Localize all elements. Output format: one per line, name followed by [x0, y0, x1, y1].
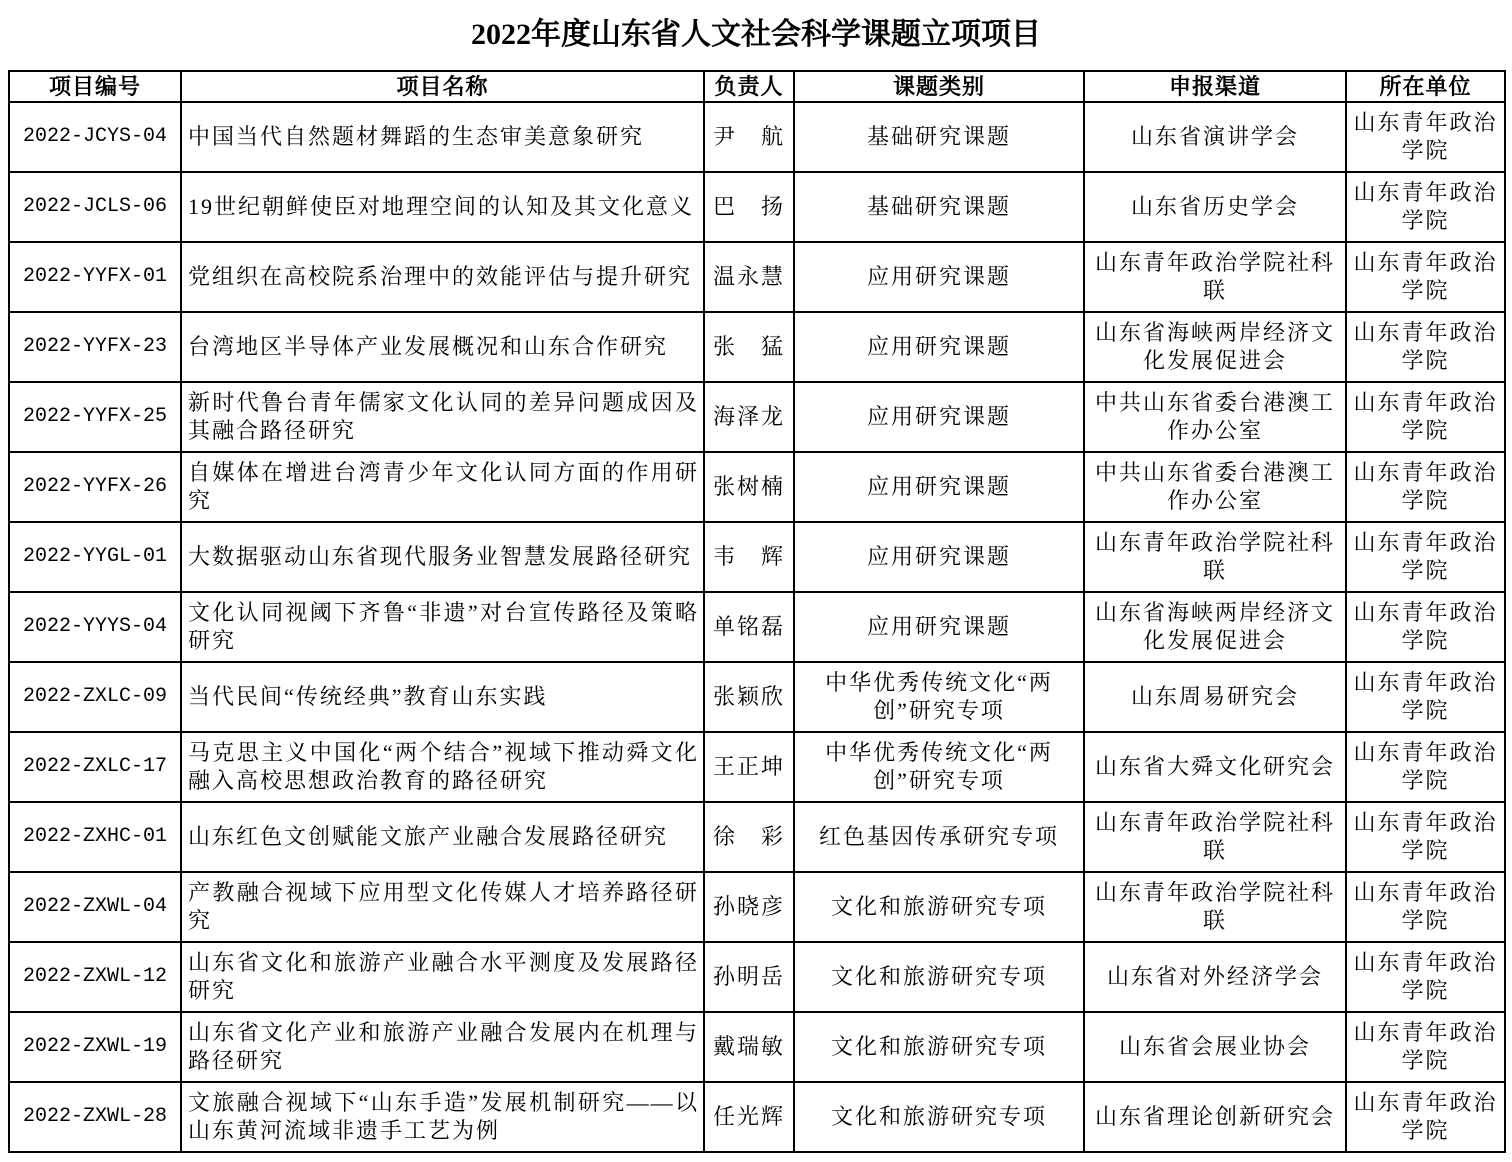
leader-cell: 张颖欣	[704, 662, 794, 732]
leader-cell: 张树楠	[704, 452, 794, 522]
leader-cell: 张 猛	[704, 312, 794, 382]
channel-cell: 山东省大舜文化研究会	[1084, 732, 1346, 802]
unit-cell: 山东青年政治学院	[1346, 872, 1505, 942]
category-cell: 文化和旅游研究专项	[794, 1082, 1084, 1152]
category-cell: 应用研究课题	[794, 522, 1084, 592]
project-code-cell: 2022-YYYS-04	[9, 592, 181, 662]
table-row	[9, 382, 1505, 452]
project-code-cell: 2022-YYFX-26	[9, 452, 181, 522]
unit-cell: 山东青年政治学院	[1346, 522, 1505, 592]
project-name-cell: 大数据驱动山东省现代服务业智慧发展路径研究	[181, 522, 704, 592]
project-code-cell: 2022-JCYS-04	[9, 102, 181, 172]
category-cell: 应用研究课题	[794, 592, 1084, 662]
leader-cell: 孙晓彦	[704, 872, 794, 942]
project-code-cell: 2022-JCLS-06	[9, 172, 181, 242]
table-row	[9, 172, 1505, 242]
leader-cell: 徐 彩	[704, 802, 794, 872]
leader-cell: 单铭磊	[704, 592, 794, 662]
category-cell: 中华优秀传统文化“两创”研究专项	[794, 662, 1084, 732]
project-name-cell: 当代民间“传统经典”教育山东实践	[181, 662, 704, 732]
column-header-project-code: 项目编号	[9, 71, 181, 102]
leader-cell: 王正坤	[704, 732, 794, 802]
channel-cell: 山东周易研究会	[1084, 662, 1346, 732]
unit-cell: 山东青年政治学院	[1346, 312, 1505, 382]
category-cell: 文化和旅游研究专项	[794, 942, 1084, 1012]
project-name-cell: 文旅融合视域下“山东手造”发展机制研究——以山东黄河流域非遗手工艺为例	[181, 1082, 704, 1152]
unit-cell: 山东青年政治学院	[1346, 802, 1505, 872]
project-code-cell: 2022-ZXWL-28	[9, 1082, 181, 1152]
category-cell: 文化和旅游研究专项	[794, 872, 1084, 942]
table-row	[9, 522, 1505, 592]
unit-cell: 山东青年政治学院	[1346, 1012, 1505, 1082]
project-name-cell: 19世纪朝鲜使臣对地理空间的认知及其文化意义	[181, 172, 704, 242]
channel-cell: 山东省海峡两岸经济文化发展促进会	[1084, 592, 1346, 662]
project-code-cell: 2022-YYFX-25	[9, 382, 181, 452]
unit-cell: 山东青年政治学院	[1346, 662, 1505, 732]
table-row	[9, 802, 1505, 872]
project-name-cell: 中国当代自然题材舞蹈的生态审美意象研究	[181, 102, 704, 172]
channel-cell: 山东省演讲学会	[1084, 102, 1346, 172]
project-code-cell: 2022-ZXLC-17	[9, 732, 181, 802]
leader-cell: 孙明岳	[704, 942, 794, 1012]
channel-cell: 中共山东省委台港澳工作办公室	[1084, 452, 1346, 522]
project-code-cell: 2022-YYGL-01	[9, 522, 181, 592]
project-name-cell: 山东红色文创赋能文旅产业融合发展路径研究	[181, 802, 704, 872]
leader-cell: 巴 扬	[704, 172, 794, 242]
unit-cell: 山东青年政治学院	[1346, 172, 1505, 242]
channel-cell: 山东省海峡两岸经济文化发展促进会	[1084, 312, 1346, 382]
table-row	[9, 872, 1505, 942]
category-cell: 应用研究课题	[794, 452, 1084, 522]
channel-cell: 山东省理论创新研究会	[1084, 1082, 1346, 1152]
leader-cell: 温永慧	[704, 242, 794, 312]
unit-cell: 山东青年政治学院	[1346, 592, 1505, 662]
unit-cell: 山东青年政治学院	[1346, 732, 1505, 802]
category-cell: 基础研究课题	[794, 172, 1084, 242]
category-cell: 基础研究课题	[794, 102, 1084, 172]
channel-cell: 山东省对外经济学会	[1084, 942, 1346, 1012]
project-name-cell: 山东省文化和旅游产业融合水平测度及发展路径研究	[181, 942, 704, 1012]
unit-cell: 山东青年政治学院	[1346, 382, 1505, 452]
unit-cell: 山东青年政治学院	[1346, 942, 1505, 1012]
project-code-cell: 2022-ZXHC-01	[9, 802, 181, 872]
unit-cell: 山东青年政治学院	[1346, 1082, 1505, 1152]
project-name-cell: 台湾地区半导体产业发展概况和山东合作研究	[181, 312, 704, 382]
table-row	[9, 942, 1505, 1012]
leader-cell: 戴瑞敏	[704, 1012, 794, 1082]
project-code-cell: 2022-ZXLC-09	[9, 662, 181, 732]
project-code-cell: 2022-ZXWL-04	[9, 872, 181, 942]
unit-cell: 山东青年政治学院	[1346, 102, 1505, 172]
category-cell: 文化和旅游研究专项	[794, 1012, 1084, 1082]
column-header-leader: 负责人	[704, 71, 794, 102]
column-header-unit: 所在单位	[1346, 71, 1505, 102]
project-code-cell: 2022-ZXWL-19	[9, 1012, 181, 1082]
table-row	[9, 452, 1505, 522]
column-header-channel: 申报渠道	[1084, 71, 1346, 102]
channel-cell: 山东青年政治学院社科联	[1084, 802, 1346, 872]
column-header-project-name: 项目名称	[181, 71, 704, 102]
table-row	[9, 1082, 1505, 1152]
project-code-cell: 2022-YYFX-01	[9, 242, 181, 312]
page-title: 2022年度山东省人文社会科学课题立项项目	[471, 18, 1041, 51]
project-name-cell: 山东省文化产业和旅游产业融合发展内在机理与路径研究	[181, 1012, 704, 1082]
channel-cell: 中共山东省委台港澳工作办公室	[1084, 382, 1346, 452]
table-row	[9, 1012, 1505, 1082]
category-cell: 应用研究课题	[794, 312, 1084, 382]
leader-cell: 尹 航	[704, 102, 794, 172]
channel-cell: 山东青年政治学院社科联	[1084, 872, 1346, 942]
channel-cell: 山东省会展业协会	[1084, 1012, 1346, 1082]
table-row	[9, 242, 1505, 312]
project-name-cell: 新时代鲁台青年儒家文化认同的差异问题成因及其融合路径研究	[181, 382, 704, 452]
table-row	[9, 662, 1505, 732]
column-header-category: 课题类别	[794, 71, 1084, 102]
project-name-cell: 产教融合视域下应用型文化传媒人才培养路径研究	[181, 872, 704, 942]
project-name-cell: 自媒体在增进台湾青少年文化认同方面的作用研究	[181, 452, 704, 522]
unit-cell: 山东青年政治学院	[1346, 452, 1505, 522]
project-table	[8, 70, 1506, 1153]
project-code-cell: 2022-YYFX-23	[9, 312, 181, 382]
unit-cell: 山东青年政治学院	[1346, 242, 1505, 312]
leader-cell: 韦 辉	[704, 522, 794, 592]
table-row	[9, 592, 1505, 662]
leader-cell: 海泽龙	[704, 382, 794, 452]
project-name-cell: 马克思主义中国化“两个结合”视域下推动舜文化融入高校思想政治教育的路径研究	[181, 732, 704, 802]
table-header-row	[9, 71, 1505, 102]
category-cell: 中华优秀传统文化“两创”研究专项	[794, 732, 1084, 802]
table-row	[9, 732, 1505, 802]
channel-cell: 山东青年政治学院社科联	[1084, 242, 1346, 312]
category-cell: 应用研究课题	[794, 242, 1084, 312]
project-name-cell: 文化认同视阈下齐鲁“非遗”对台宣传路径及策略研究	[181, 592, 704, 662]
project-name-cell: 党组织在高校院系治理中的效能评估与提升研究	[181, 242, 704, 312]
project-code-cell: 2022-ZXWL-12	[9, 942, 181, 1012]
table-row	[9, 312, 1505, 382]
category-cell: 应用研究课题	[794, 382, 1084, 452]
channel-cell: 山东省历史学会	[1084, 172, 1346, 242]
channel-cell: 山东青年政治学院社科联	[1084, 522, 1346, 592]
category-cell: 红色基因传承研究专项	[794, 802, 1084, 872]
leader-cell: 任光辉	[704, 1082, 794, 1152]
table-row	[9, 102, 1505, 172]
